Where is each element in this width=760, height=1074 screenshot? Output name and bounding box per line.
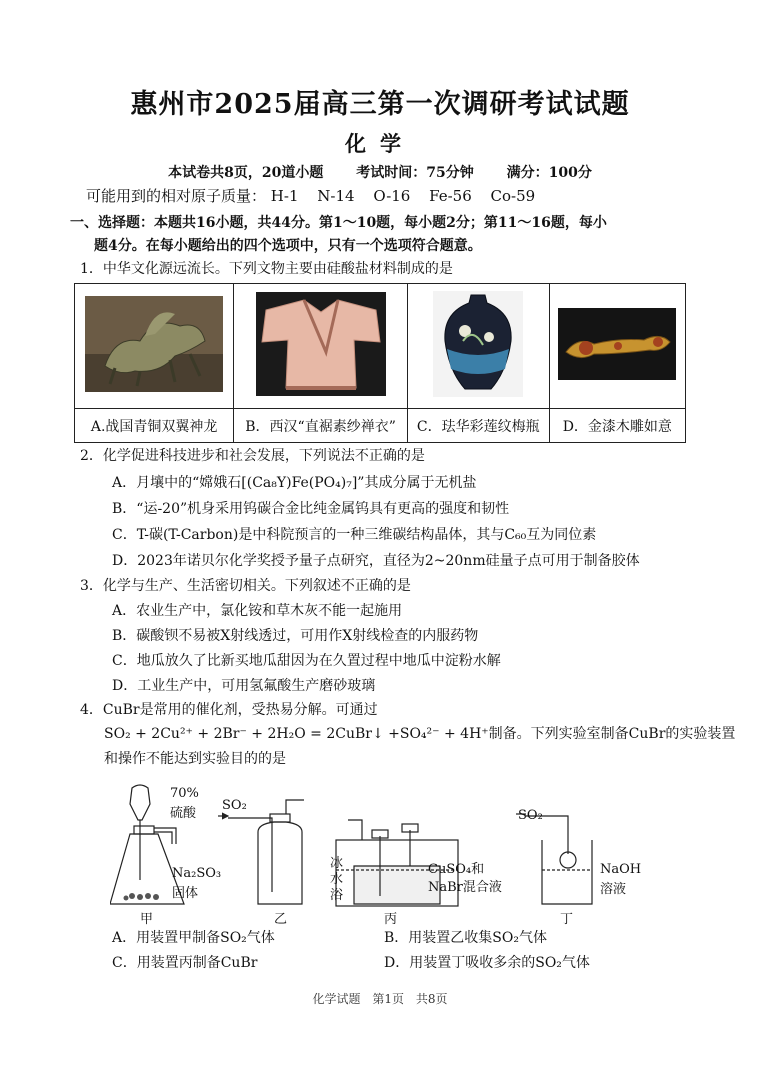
- atomic-masses: [86, 185, 535, 206]
- exam-info: [0, 162, 760, 182]
- label-solid-2: 固体: [172, 886, 199, 901]
- q3-option-b: B．碳酸钡不易被X射线透过，可用作X射线检查的内服药物: [112, 628, 479, 644]
- q2-stem: 2．化学促进科技进步和社会发展，下列说法不正确的是: [80, 448, 425, 464]
- label-jia: 甲: [140, 912, 154, 927]
- q4-option-d: D．用装置丁吸收多余的SO₂气体: [384, 955, 590, 971]
- label-yi: 乙: [274, 912, 288, 927]
- q1-option-a: A.战国青铜双翼神龙: [75, 409, 234, 443]
- q1-relic-table: [74, 283, 686, 443]
- label-acid-2: 硫酸: [170, 806, 197, 821]
- q2-option-b: B．“运-20”机身采用钨碳合金比纯金属钨具有更高的强度和韧性: [112, 501, 510, 517]
- info-time: 考试时间：75分钟: [356, 165, 474, 181]
- label-bing: 丙: [384, 912, 398, 927]
- section-line-1: 一、选择题：本题共16小题，共44分。第1～10题，每小题2分；第11～16题，每小: [70, 215, 607, 231]
- q3-option-d: D．工业生产中，可用氢氟酸生产磨砂玻璃: [112, 678, 376, 694]
- section-header: [70, 212, 690, 258]
- label-ice-2: 水: [330, 872, 344, 887]
- q2-option-a: A．月壤中的“嫦娥石[(Ca₈Y)Fe(PO₄)₇]”其成分属于无机盐: [112, 475, 477, 491]
- q4-stem: 4．CuBr是常用的催化剂，受热易分解。可通过: [80, 702, 378, 718]
- label-solid: Na₂SO₃: [172, 866, 222, 881]
- atom-h: H-1: [270, 187, 299, 205]
- label-ding: 丁: [560, 912, 574, 927]
- label-mix: CuSO₄和: [428, 862, 485, 877]
- q4-apparatus: [110, 780, 670, 925]
- page-footer: [0, 990, 760, 1007]
- atom-co: Co-59: [490, 187, 536, 205]
- apparatus-ding: [516, 814, 592, 904]
- q1-stem: 1．中华文化源远流长。下列文物主要由硅酸盐材料制成的是: [80, 261, 453, 277]
- q4-option-b: B．用装置乙收集SO₂气体: [384, 930, 547, 946]
- ruyi-scepter-image: [558, 308, 676, 380]
- q2-option-d: D．2023年诺贝尔化学奖授予量子点研究，直径为2~20nm硅量子点可用于制备胶体: [112, 553, 640, 569]
- footer-subject: 化学试题: [312, 992, 361, 1006]
- q3-stem: 3．化学与生产、生活密切相关。下列叙述不正确的是: [80, 578, 411, 594]
- silk-robe-image: [256, 292, 386, 396]
- q1-option-d: D．金漆木雕如意: [549, 409, 685, 443]
- atom-fe: Fe-56: [429, 187, 472, 205]
- bronze-dragon-image: [85, 296, 223, 392]
- atoms-label: 可能用到的相对原子质量：: [86, 187, 267, 205]
- label-naoh: NaOH: [600, 862, 642, 877]
- info-pages: 本试卷共8页，20道小题: [168, 165, 324, 181]
- footer-total: 共8页: [415, 992, 448, 1006]
- label-ice-3: 浴: [330, 888, 344, 903]
- q3-option-a: A．农业生产中，氯化铵和草木灰不能一起施用: [112, 603, 403, 619]
- q4-stem-cont: 制备。下列实验室制备CuBr的实验装置: [488, 726, 736, 742]
- q2-option-c: C．T-碳(T-Carbon)是中科院预言的一种三维碳结构晶体，其与C₆₀互为同位素: [112, 527, 597, 543]
- q1-option-b: B．西汉“直裾素纱禅衣”: [234, 409, 408, 443]
- relic-image-d: [549, 284, 685, 409]
- relic-image-b: [234, 284, 408, 409]
- q4-option-a: A．用装置甲制备SO₂气体: [112, 930, 275, 946]
- relic-image-c: [407, 284, 549, 409]
- label-acid: 70%: [170, 786, 199, 801]
- page-title: 惠州市2025届高三第一次调研考试试题: [130, 89, 630, 120]
- q4-equation-line: [104, 724, 735, 744]
- label-mix-2: NaBr混合液: [428, 880, 502, 895]
- label-naoh-2: 溶液: [600, 882, 627, 897]
- label-ice: 冰: [330, 856, 344, 871]
- q1-option-c: C．珐华彩莲纹梅瓶: [407, 409, 549, 443]
- label-so2-ding: SO₂: [518, 808, 543, 823]
- q4-option-c: C．用装置丙制备CuBr: [112, 955, 258, 971]
- section-line-2: 题4分。在每小题给出的四个选项中，只有一个选项符合题意。: [94, 238, 482, 254]
- footer-page: 第1页: [372, 992, 404, 1006]
- relic-image-a: [75, 284, 234, 409]
- q3-option-c: C．地瓜放久了比新买地瓜甜因为在久置过程中地瓜中淀粉水解: [112, 653, 501, 669]
- q4-stem-2: 和操作不能达到实验目的的是: [104, 751, 286, 767]
- label-so2-yi: SO₂: [222, 798, 247, 813]
- q4-equation: SO₂ + 2Cu²⁺ + 2Br⁻ + 2H₂O = 2CuBr↓ +SO₄²⁻ + 4H⁺: [104, 726, 489, 742]
- atom-n: N-14: [317, 187, 355, 205]
- subject-title: 化学: [345, 131, 415, 156]
- apparatus-yi: [218, 800, 304, 904]
- vase-image: [433, 291, 523, 397]
- atom-o: O-16: [373, 187, 411, 205]
- info-score: 满分：100分: [506, 165, 592, 181]
